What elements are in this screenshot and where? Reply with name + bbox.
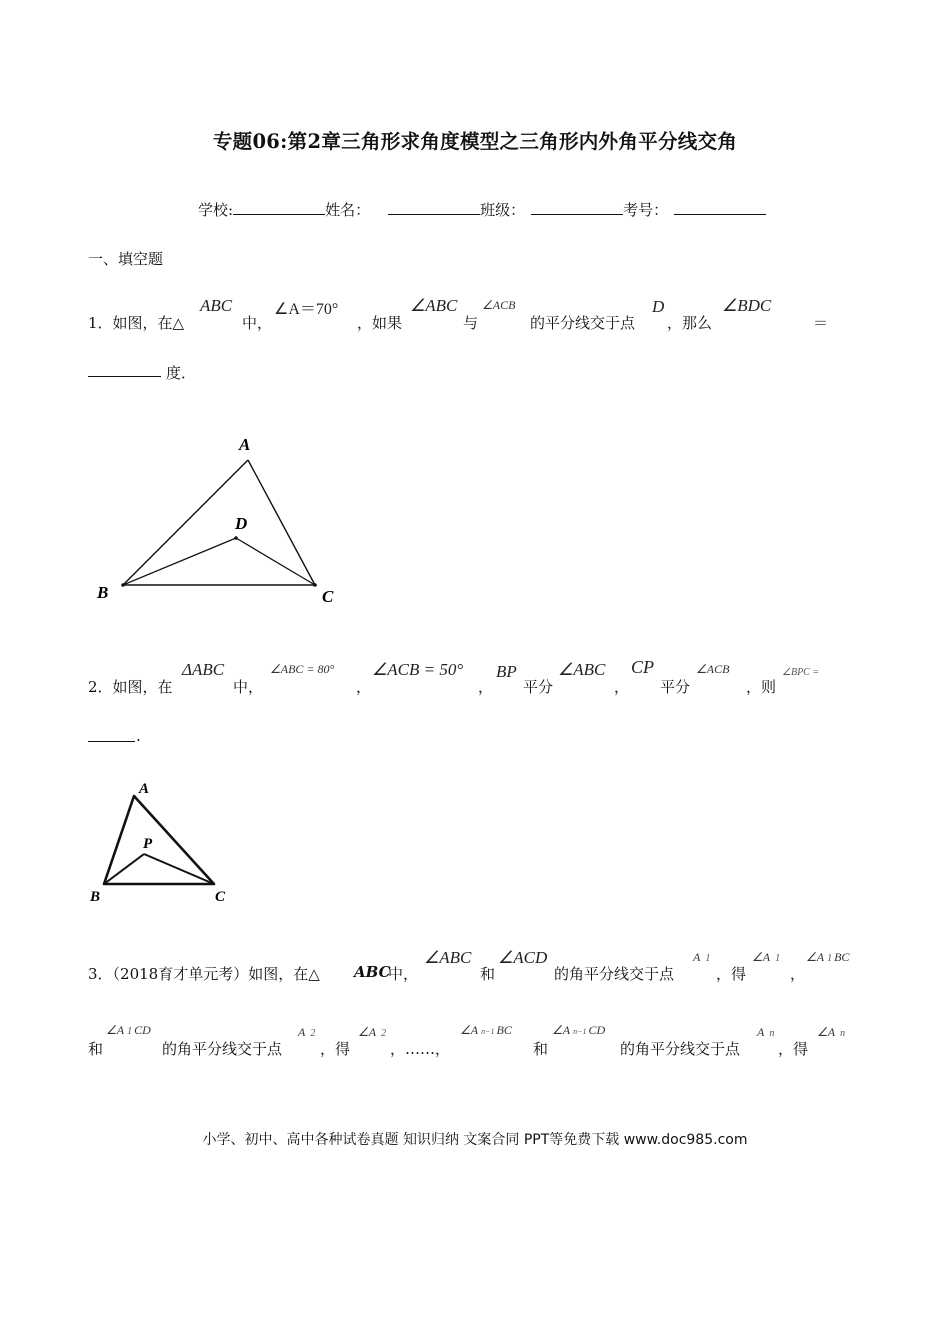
school-label: 学校: — [198, 201, 234, 219]
q3-angle-a2: ∠A 2 — [358, 1025, 387, 1039]
q1-dot-b — [121, 583, 125, 587]
q2-triangle: ΔABC — [182, 660, 225, 679]
q1-eq: ＝ — [813, 314, 829, 332]
q3-prefix: 3．（2018育才单元考）如图，在△ — [88, 965, 320, 983]
q1-du: 度． — [166, 364, 197, 382]
q2-label-b: B — [90, 889, 101, 905]
q2-comma3: ， — [614, 678, 630, 696]
q2-label-c: C — [215, 889, 226, 905]
q3-l2-he2: 和 — [533, 1040, 549, 1058]
q1-dot-c — [313, 583, 317, 587]
name-blank — [388, 200, 480, 215]
school-field — [198, 199, 766, 220]
q2-label-p: P — [143, 836, 153, 852]
q1-point-d: D — [652, 297, 665, 316]
q1-label-c: C — [322, 587, 334, 606]
q1-name: ，那么 — [667, 314, 713, 332]
q2-cond2: ∠ACB = 50° — [372, 660, 464, 679]
q1-pingfen: 的平分线交于点 — [530, 314, 636, 332]
q2-cp: CP — [631, 657, 655, 677]
q3-angle-an: ∠A n — [817, 1025, 846, 1039]
q1-label-b: B — [97, 583, 109, 602]
class-label: 班级： — [480, 201, 526, 219]
q1-zhong: 中， — [242, 314, 273, 332]
section-heading: 一、填空题 — [88, 250, 164, 268]
q2-ze: ，则 — [746, 678, 777, 696]
q2-figure — [84, 776, 244, 910]
school-blank — [233, 200, 325, 215]
q2-answer-blank — [88, 727, 135, 742]
q1-label-a: A — [239, 435, 251, 454]
q3-abc: ABC — [354, 963, 391, 981]
q3-he: 和 — [480, 965, 496, 983]
q3-l2-jpf: 的角平分线交于点 — [162, 1040, 283, 1058]
class-blank — [531, 200, 623, 215]
q3-de1: ，得 — [716, 965, 747, 983]
q3-angle-an1bc: ∠A n−1 BC — [460, 1023, 512, 1037]
q1-rugua: ，如果 — [357, 314, 403, 332]
q1-side-ab — [123, 460, 248, 585]
q1-angle-bdc: ∠BDC — [722, 296, 772, 315]
q2-prefix: 2．如图，在 — [88, 678, 173, 696]
q3-point-a1: A 1 — [693, 950, 711, 964]
q1-abc: ABC — [200, 296, 233, 315]
q2-label-a: A — [139, 781, 150, 797]
q3-angle-abc: ∠ABC — [424, 948, 472, 967]
q2-end: . — [136, 727, 141, 745]
q2-pf2: 平分 — [660, 678, 691, 696]
q1-yu: 与 — [463, 314, 479, 332]
q3-point-an: A n — [757, 1025, 775, 1039]
q3-comma1: ， — [790, 965, 806, 983]
q1-angle-acb: ∠ACB — [482, 298, 516, 312]
q2-comma2: ， — [478, 678, 494, 696]
q3-angle-an1cd: ∠A n−1 CD — [552, 1023, 606, 1037]
q3-jpf1: 的角平分线交于点 — [554, 965, 675, 983]
q3-l2-jpf2: 的角平分线交于点 — [620, 1040, 741, 1058]
q1-label-d: D — [235, 514, 248, 533]
q3-l2-de2: ，得 — [778, 1040, 809, 1058]
q1-figure — [88, 428, 348, 608]
q3-angle-a1cd: ∠A 1 CD — [106, 1023, 151, 1037]
q3-angle-a1: ∠A 1 — [752, 950, 781, 964]
name-label: 姓名： — [325, 201, 371, 219]
q1-angle-a: ∠A＝70° — [274, 301, 339, 318]
q3-l2-he: 和 — [88, 1040, 104, 1058]
q1-prefix: 1．如图，在△ — [88, 314, 185, 332]
q3-angle-acd: ∠ACD — [498, 948, 548, 967]
number-blank — [674, 200, 766, 215]
page-footer: 小学、初中、高中各种试卷真题 知识归纳 文案合同 PPT等免费下载 www.doc985.com — [202, 1132, 748, 1148]
q1-segment-bd — [123, 538, 236, 585]
q1-dot-d — [234, 536, 238, 540]
q2-cond1: ∠ABC = 80° — [270, 662, 335, 676]
q2-question: ∠BPC = — [782, 667, 820, 678]
q2-comma1: ， — [356, 678, 372, 696]
q2-zhong: 中， — [233, 678, 264, 696]
q2-bp: BP — [496, 662, 517, 681]
q2-angle-abc: ∠ABC — [558, 660, 606, 679]
number-label: 考号： — [623, 201, 669, 219]
q1-angle-abc: ∠ABC — [410, 296, 458, 315]
q2-angle-acb: ∠ACB — [696, 662, 730, 676]
q3-l2-dots: ，……， — [390, 1040, 451, 1058]
q1-side-ac — [248, 460, 315, 585]
q2-pf1: 平分 — [523, 678, 554, 696]
q1-answer-blank — [88, 362, 161, 377]
q3-zhong: 中， — [388, 965, 419, 983]
q3-l2-de: ，得 — [320, 1040, 351, 1058]
q3-angle-a1bc: ∠A 1 BC — [806, 950, 850, 964]
q3-point-a2: A 2 — [298, 1025, 316, 1039]
q2-segment-pc — [144, 854, 214, 884]
page-title: 专题06:第2章三角形求角度模型之三角形内外角平分线交角 — [212, 130, 738, 153]
